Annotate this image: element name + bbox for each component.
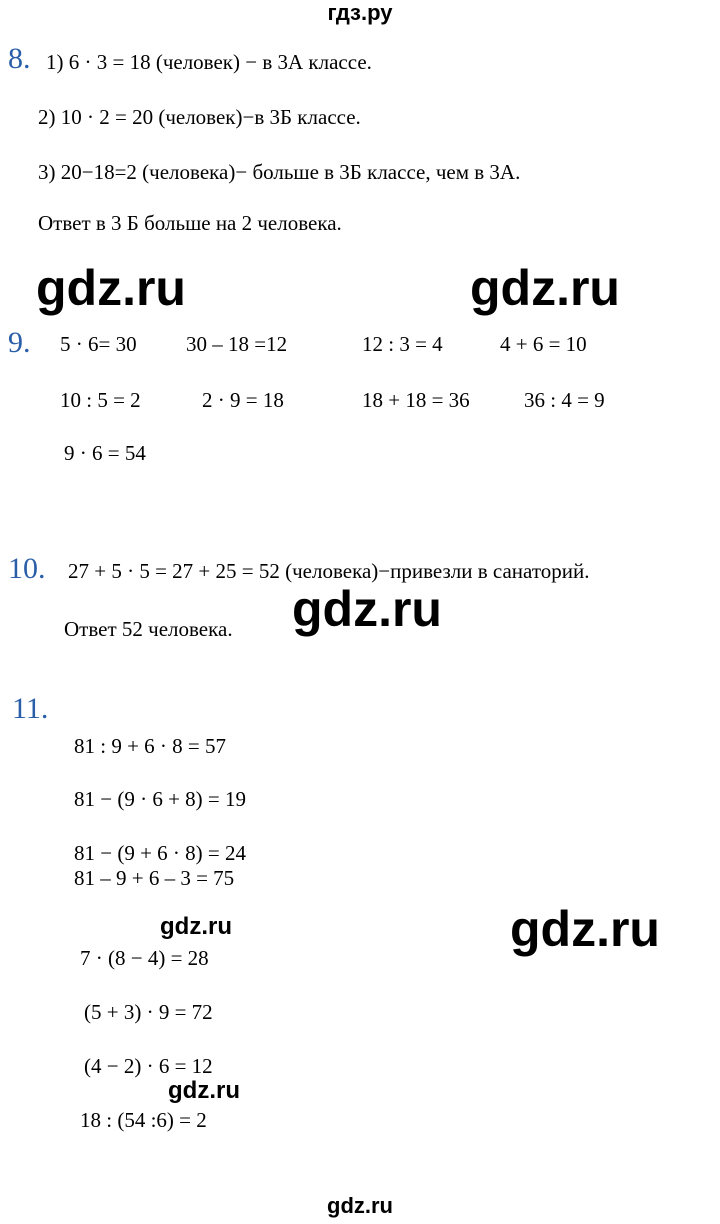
task-answer: Ответ в 3 Б больше на 2 человека. — [38, 211, 342, 235]
task-number: 10. — [8, 552, 46, 585]
equation: 30 – 18 =12 — [186, 332, 288, 356]
equation: 5 · 6= 30 — [60, 332, 137, 356]
watermark: gdz.ru — [160, 913, 232, 940]
task-line: 1) 6 · 3 = 18 (человек) − в 3А классе. — [46, 50, 372, 74]
equation: 2 · 9 = 18 — [202, 388, 284, 412]
equation: 9 · 6 = 54 — [64, 441, 146, 465]
task-number: 11. — [12, 692, 49, 725]
task-line: 27 + 5 · 5 = 27 + 25 = 52 (человека)−привезли в санаторий. — [68, 559, 590, 583]
equation: 81 − (9 · 6 + 8) = 19 — [74, 787, 247, 811]
footer-site-name: gdz.ru — [327, 1193, 393, 1218]
watermark: gdz.ru — [36, 260, 186, 316]
equation: 36 : 4 = 9 — [524, 388, 605, 412]
equation: 18 + 18 = 36 — [362, 388, 470, 412]
task-number: 9. — [8, 326, 31, 359]
task-answer: Ответ 52 человека. — [64, 617, 233, 641]
equation: 4 + 6 = 10 — [500, 332, 587, 356]
equation: 81 − (9 + 6 · 8) = 24 — [74, 841, 247, 865]
equation: 81 – 9 + 6 – 3 = 75 — [74, 866, 235, 890]
equation: 10 : 5 = 2 — [60, 388, 141, 412]
watermark: gdz.ru — [292, 581, 442, 637]
equation: 18 : (54 :6) = 2 — [80, 1108, 207, 1132]
watermark: gdz.ru — [510, 901, 660, 957]
watermark: gdz.ru — [168, 1077, 240, 1104]
header-site-name: гдз.ру — [327, 0, 393, 25]
equation: (4 − 2) · 6 = 12 — [84, 1054, 213, 1078]
equation: 7 · (8 − 4) = 28 — [80, 946, 209, 970]
equation: (5 + 3) · 9 = 72 — [84, 1000, 213, 1024]
watermark: gdz.ru — [470, 260, 620, 316]
equation: 81 : 9 + 6 · 8 = 57 — [74, 734, 227, 758]
task-number: 8. — [8, 42, 31, 75]
task-line: 2) 10 · 2 = 20 (человек)−в 3Б классе. — [38, 105, 361, 129]
equation: 12 : 3 = 4 — [362, 332, 443, 356]
task-line: 3) 20−18=2 (человека)− больше в 3Б классе, чем в 3А. — [38, 160, 521, 184]
